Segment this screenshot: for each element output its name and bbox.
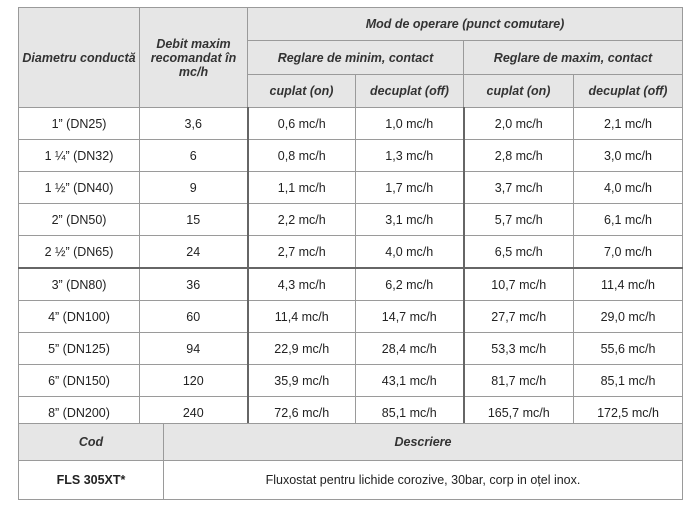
- cell-min-on: 4,3 mc/h: [248, 268, 356, 301]
- cell-max-off: 55,6 mc/h: [574, 333, 683, 365]
- cell-min-off: 3,1 mc/h: [356, 204, 464, 236]
- cell-diameter: 1 ½” (DN40): [19, 172, 140, 204]
- table-row: [19, 268, 683, 301]
- cell-min-on: 1,1 mc/h: [248, 172, 356, 204]
- cell-min-off: 1,0 mc/h: [356, 108, 464, 140]
- table-body: [19, 108, 683, 429]
- cell-max-on: 6,5 mc/h: [464, 236, 574, 269]
- cell-flow: 120: [140, 365, 248, 397]
- cell-flow: 36: [140, 268, 248, 301]
- cell-max-on: 10,7 mc/h: [464, 268, 574, 301]
- flow-switch-table: [18, 7, 683, 429]
- cell-max-on: 3,7 mc/h: [464, 172, 574, 204]
- cell-min-on: 0,8 mc/h: [248, 140, 356, 172]
- header-min-on: cuplat (on): [248, 75, 356, 108]
- table-row: [19, 301, 683, 333]
- cell-min-on: 0,6 mc/h: [248, 108, 356, 140]
- cell-max-on: 81,7 mc/h: [464, 365, 574, 397]
- cell-diameter: 4” (DN100): [19, 301, 140, 333]
- cell-min-off: 14,7 mc/h: [356, 301, 464, 333]
- cell-flow: 9: [140, 172, 248, 204]
- cell-diameter: 6” (DN150): [19, 365, 140, 397]
- product-code: FLS 305XT*: [19, 461, 164, 500]
- cell-min-on: 11,4 mc/h: [248, 301, 356, 333]
- header-max-on: cuplat (on): [464, 75, 574, 108]
- cell-max-off: 3,0 mc/h: [574, 140, 683, 172]
- header-operating-mode: Mod de operare (punct comutare): [248, 8, 683, 41]
- cell-diameter: 1” (DN25): [19, 108, 140, 140]
- cell-flow: 94: [140, 333, 248, 365]
- header-max-setting: Reglare de maxim, contact: [464, 41, 683, 75]
- cell-min-off: 1,3 mc/h: [356, 140, 464, 172]
- cell-max-off: 85,1 mc/h: [574, 365, 683, 397]
- table-row: [19, 108, 683, 140]
- cell-flow: 15: [140, 204, 248, 236]
- cell-max-on: 165,7 mc/h: [464, 397, 574, 429]
- cell-max-on: 5,7 mc/h: [464, 204, 574, 236]
- cell-min-off: 6,2 mc/h: [356, 268, 464, 301]
- table-row: [19, 172, 683, 204]
- header-code: Cod: [19, 424, 164, 461]
- cell-diameter: 1 ¼” (DN32): [19, 140, 140, 172]
- cell-min-off: 43,1 mc/h: [356, 365, 464, 397]
- cell-min-off: 85,1 mc/h: [356, 397, 464, 429]
- cell-min-on: 72,6 mc/h: [248, 397, 356, 429]
- table-row: [19, 204, 683, 236]
- header-min-setting: Reglare de minim, contact: [248, 41, 464, 75]
- cell-max-off: 11,4 mc/h: [574, 268, 683, 301]
- cell-flow: 240: [140, 397, 248, 429]
- cell-min-on: 2,7 mc/h: [248, 236, 356, 269]
- product-description: Fluxostat pentru lichide corozive, 30bar, corp in oțel inox.: [164, 461, 683, 500]
- cell-max-on: 2,0 mc/h: [464, 108, 574, 140]
- cell-diameter: 5” (DN125): [19, 333, 140, 365]
- cell-min-off: 28,4 mc/h: [356, 333, 464, 365]
- cell-min-on: 2,2 mc/h: [248, 204, 356, 236]
- header-max-off: decuplat (off): [574, 75, 683, 108]
- cell-min-on: 22,9 mc/h: [248, 333, 356, 365]
- header-description: Descriere: [164, 424, 683, 461]
- table-row: [19, 140, 683, 172]
- cell-min-off: 4,0 mc/h: [356, 236, 464, 269]
- cell-flow: 24: [140, 236, 248, 269]
- header-flow: Debit maxim recomandat în mc/h: [140, 8, 248, 108]
- cell-max-off: 2,1 mc/h: [574, 108, 683, 140]
- cell-max-on: 2,8 mc/h: [464, 140, 574, 172]
- cell-min-on: 35,9 mc/h: [248, 365, 356, 397]
- cell-diameter: 8” (DN200): [19, 397, 140, 429]
- header-diameter: Diametru conductă: [19, 8, 140, 108]
- cell-flow: 60: [140, 301, 248, 333]
- cell-max-on: 53,3 mc/h: [464, 333, 574, 365]
- table-row: [19, 333, 683, 365]
- header-min-off: decuplat (off): [356, 75, 464, 108]
- cell-diameter: 2” (DN50): [19, 204, 140, 236]
- cell-diameter: 3” (DN80): [19, 268, 140, 301]
- table-row: [19, 236, 683, 269]
- cell-max-off: 172,5 mc/h: [574, 397, 683, 429]
- cell-flow: 3,6: [140, 108, 248, 140]
- cell-max-off: 7,0 mc/h: [574, 236, 683, 269]
- cell-min-off: 1,7 mc/h: [356, 172, 464, 204]
- cell-max-off: 4,0 mc/h: [574, 172, 683, 204]
- table-row: [19, 365, 683, 397]
- product-code-table: [18, 423, 683, 500]
- cell-diameter: 2 ½” (DN65): [19, 236, 140, 269]
- cell-max-off: 29,0 mc/h: [574, 301, 683, 333]
- cell-flow: 6: [140, 140, 248, 172]
- cell-max-on: 27,7 mc/h: [464, 301, 574, 333]
- cell-max-off: 6,1 mc/h: [574, 204, 683, 236]
